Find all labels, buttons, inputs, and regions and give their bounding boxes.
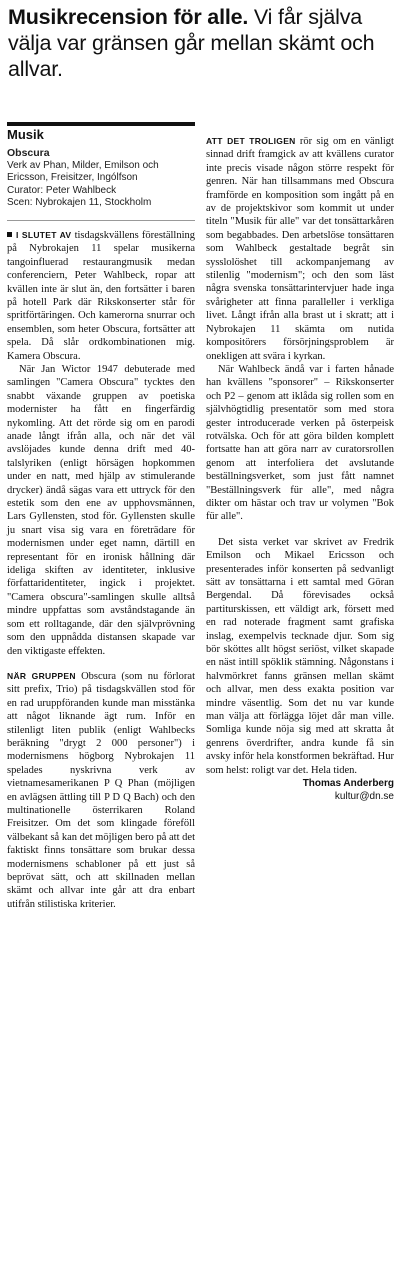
paragraph-text: När Jan Wictor 1947 debuterade med samlingen "Camera Obscura" tycktes den snabbt växande gruppen av poetiska modernister ha fått en fingerfärdig nykomling. Att det rörde sig om en parodi anade långt ifrån alla, och när det väl avslöjades kunde denna drift med 40-talslyriken (enligt hörsägen hopkommen under en natt, med hjälp av stimulerande drycker) ändå sägas vara ett uttryck för den estetik som den ene av upphovsmännen, Lars Gyllensten, stod för. Gyllensten skulle ju snart visa sig vara en företrädare för modernismen under eget namn, därtill en representant för en ironisk hållning där ideliga skiften av identiteter, inklusive författaridentiteter, ingick i projektet. "Camera obscura"-samlingen skulle alltså mindre uppfattas som avståndstagande än som ett rolltagande, där den självprövning som den uppnådda distansen skapade var den viktigaste effekten.	[7, 363, 195, 657]
fact-title: Obscura	[7, 147, 50, 160]
fact-line: Curator: Peter Wahlbeck	[7, 184, 117, 196]
paragraph	[206, 363, 394, 524]
headline-rest: Vi får själva välja var gränsen går mellan skämt och allvar.	[8, 5, 375, 81]
paragraph-text: När Wahlbeck ändå var i farten hånade han kvällens "sponsorer" – Rikskonserter och P2 – genom att iklåda sig rollen som en självhögtidlig presentatör som med stora gester introducerade verken på österpeisk rotvälska. Och för att göra bilden komplett fortsatte han att göra narr av curatorsrollen genom att interfoliera det avslutande beställningsverket, som just fått namnet "Beställningsverk für alle", med några dikter om hästar och trav ur volymen "Bok für alle".	[206, 363, 394, 523]
paragraph-kicker: ATT DET TROLIGEN	[206, 136, 296, 146]
signature	[206, 777, 394, 803]
author-email: kultur@dn.se	[334, 791, 394, 803]
bullet-square-icon	[7, 232, 12, 237]
paragraph-text: Obscura (som nu förlorat sitt prefix, Trio) på tisdagskvällen stod för en rad uruppföranden kunde man misstänka att något liknande ägt rum. Inför en stilenligt liten publik (enligt Wahlbecks beräkning "drygt 2 000 personer") i modernismens högborg Nybrokajen 11 spelades nyskrivna verk av vietnamesamerikanen P Q Phan (möjligen en avlägsen ättling till P D Q Bach) och den multinationelle österrikaren Roland Freisitzer. Om det som klingade föreföll välbekant så kan det möjligen bero på att det faktiskt finns tonsättare som brukar dessa modernismens schabloner på ett just så beprövat sätt, och att skillnaden mellan skämt och allvar inte går att dra enbart utifrån stilistiska kriterier.	[7, 670, 195, 910]
headline	[8, 4, 396, 82]
paragraph-text: Det sista verket var skrivet av Fredrik Emilson och Mikael Ericsson och presenterades inför konserten på sedvanligt sätt av tonsättarna i ett samtal med Göran Bergendal. Då förevisades också partiturskissen, ett väldigt ark, försett med en rad noterade fragment samt grafiska inslag, exempelvis tecknade djur. Som sig bör sköttes allt högst seriöst, vilket skapade en näst intill spöklik stämning. Någonstans i halvmörkret fanns gränsen mellan skämt och allvar, men dess exakta position var mindre väsentlig. Som det nu var kunde man välja att förlägga löjet dår man ville. Somliga kunde nöja sig med att skratta åt genrens överdrifter, andra kunde få sin avsky inför hela konstformen bekräftad. Hur som helst: roligt var det. Hela tiden.	[206, 536, 394, 776]
column-2	[206, 135, 394, 803]
paragraph	[206, 536, 394, 777]
paragraph	[7, 229, 195, 363]
paragraph	[7, 363, 195, 658]
section-label: Musik	[7, 122, 195, 141]
headline-bold: Musikrecension för alle.	[8, 5, 249, 29]
paragraph-kicker: I SLUTET AV	[16, 229, 72, 240]
author-name: Thomas Anderberg	[302, 778, 394, 790]
paragraph-kicker: NÄR GRUPPEN	[7, 670, 76, 681]
fact-box	[7, 147, 195, 221]
paragraph-text: tisdagskvällens föreställning på Nybrokajen 11 spelar musikerna tangoinfluerad restaurangmusik medan conferenciern, Peter Wahlbeck, ropar att kvällen inte är slut än, den fortsätter i baren på hotell Park där Rikskonserter står för spritförtäringen. Och kamerorna snurrar och ensemblen, som heter Obscura, fortsätter att spela. Då slår ordkombinationen mig. Kamera Obscura.	[7, 229, 195, 362]
fact-line: Verk av Phan, Milder, Emilson och Ericsson, Freisitzer, Ingólfson	[7, 159, 159, 184]
paragraph	[7, 670, 195, 911]
paragraph-text: rör sig om en vänligt sinnad drift framgick av att kvällens curator inte precis visade någon större respekt för genren. När han tillsammans med Obscura framförde en komposition som ingått på en av de projektskivor som kommit ut under titeln "Musik für alle" var det tonsättarkåren som begabbades. Den arbetslöse tonsättaren som Wahlbeck gestaltade begråt sin sysslolöshet till ackompanjemang av stilenlig "modernism"; och den som läst några svenska tonsättarintervjuer hade inga svårigheter att finna paralleller i verkliga livet. Långt ifrån alla brast ut i skratt; att i Nybrokajen 11 skämta om nutida kompositörers försörjningsproblem är onekligen att svära i kyrkan.	[206, 136, 394, 362]
fact-line: Scen: Nybrokajen 11, Stockholm	[7, 197, 152, 209]
column-1	[7, 122, 195, 911]
paragraph	[206, 135, 394, 363]
